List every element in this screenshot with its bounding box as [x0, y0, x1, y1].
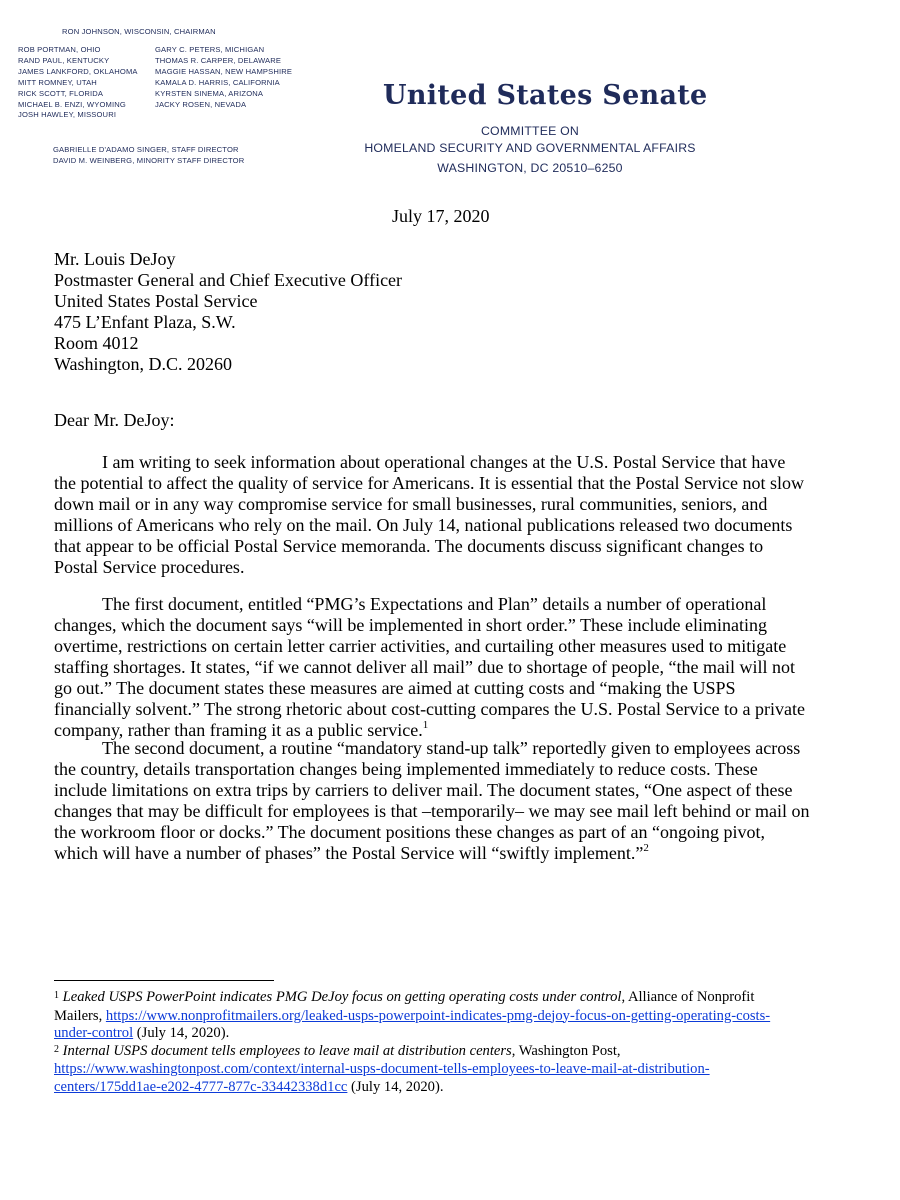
- text-line: that appear to be official Postal Service memoranda. The documents discuss significant changes to: [54, 536, 764, 556]
- member-name: MICHAEL B. ENZI, WYOMING: [18, 99, 126, 109]
- paragraph-1: [54, 452, 854, 578]
- address-line: 475 L’Enfant Plaza, S.W.: [54, 312, 236, 332]
- footnote-title: Leaked USPS PowerPoint indicates PMG DeJoy focus on getting operating costs under control: [62, 989, 622, 1005]
- senate-title: United States Senate: [383, 80, 708, 111]
- footnote-2: [54, 1043, 854, 1062]
- committee-address: WASHINGTON, DC 20510–6250: [437, 161, 623, 175]
- member-name: MITT ROMNEY, UTAH: [18, 77, 97, 87]
- text-line: [54, 843, 854, 864]
- footnote-number: 1: [54, 990, 59, 1001]
- footnote-link[interactable]: under-control: [54, 1025, 134, 1042]
- member-name: THOMAS R. CARPER, DELAWARE: [155, 55, 282, 65]
- footnote-1-cont2: [54, 1025, 854, 1043]
- footnote-ref-1[interactable]: 1: [422, 719, 429, 731]
- committee-block: [330, 123, 730, 177]
- footnote-date: (July 14, 2020).: [347, 1078, 444, 1095]
- text-line: The first document, entitled “PMG’s Expectations and Plan” details a number of operational: [102, 594, 767, 614]
- member-name: JACKY ROSEN, NEVADA: [155, 99, 247, 109]
- member-name: JAMES LANKFORD, OKLAHOMA: [18, 66, 138, 76]
- member-name: KAMALA D. HARRIS, CALIFORNIA: [155, 77, 280, 87]
- text-line: millions of Americans who rely on the mail. On July 14, national publications released two documents: [54, 515, 793, 535]
- member-name: JOSH HAWLEY, MISSOURI: [18, 110, 117, 120]
- footnote-source-cont: Mailers,: [54, 1007, 106, 1024]
- footnote-2-cont: [54, 1061, 854, 1079]
- footnote-number: 2: [54, 1043, 59, 1055]
- text-line: staffing shortages. It states, “if we cannot deliver all mail” due to shortage of people, “the mail will not: [54, 657, 795, 677]
- footnote-link[interactable]: centers/175dd1ae-e202-4777-877c-33442338d1cc: [54, 1078, 348, 1095]
- footnote-ref-2[interactable]: 2: [643, 842, 649, 854]
- staff-directors: [53, 145, 244, 167]
- text-line: the potential to affect the quality of service for Americans. It is essential that the Postal Service not slow: [54, 473, 804, 493]
- text-line: the workroom floor or docks.” The document positions these changes as part of an “ongoing pivot,: [54, 822, 766, 842]
- address-line: United States Postal Service: [54, 291, 258, 311]
- letter-date: July 17, 2020: [392, 206, 490, 226]
- text-line: Postal Service procedures.: [54, 557, 245, 577]
- majority-members-list: [18, 45, 138, 121]
- staff-director: GABRIELLE D'ADAMO SINGER, STAFF DIRECTOR: [53, 145, 239, 154]
- committee-name: HOMELAND SECURITY AND GOVERNMENTAL AFFAIRS: [364, 140, 696, 155]
- member-name: KYRSTEN SINEMA, ARIZONA: [155, 88, 264, 98]
- footnote-1-cont: [54, 1008, 854, 1026]
- footnotes: [54, 989, 854, 1097]
- text-line: changes, which the document says “will be implemented in short order.” These include eliminating: [54, 615, 767, 635]
- text-line: financially solvent.” The strong rhetoric about cost-cutting compares the U.S. Postal Service to a private: [54, 699, 805, 719]
- text-line: overtime, restrictions on certain letter carrier activities, and curtailing other measures used to mitigate: [54, 636, 787, 656]
- footnote-1: [54, 989, 854, 1008]
- minority-members-list: [155, 45, 292, 110]
- footnote-divider: [54, 980, 274, 981]
- footnote-2-cont2: [54, 1079, 854, 1097]
- chairman-line: RON JOHNSON, WISCONSIN, CHAIRMAN: [62, 27, 216, 36]
- text-line: the country, details transportation changes being implemented immediately to reduce costs. These: [54, 759, 758, 779]
- text-line: I am writing to seek information about operational changes at the U.S. Postal Service that have: [102, 452, 786, 472]
- address-line: Mr. Louis DeJoy: [54, 249, 176, 269]
- minority-staff-director: DAVID M. WEINBERG, MINORITY STAFF DIRECTOR: [53, 155, 245, 165]
- member-name: MAGGIE HASSAN, NEW HAMPSHIRE: [155, 66, 293, 76]
- footnote-source: , Washington Post,: [511, 1042, 621, 1059]
- address-line: Postmaster General and Chief Executive Officer: [54, 270, 403, 290]
- text-line: include limitations on extra trips by carriers to deliver mail. The document states, “One aspect of these: [54, 780, 793, 800]
- text-line: The second document, a routine “mandatory stand-up talk” reportedly given to employees across: [102, 738, 801, 758]
- footnote-date: (July 14, 2020).: [133, 1025, 230, 1042]
- committee-line: COMMITTEE ON: [480, 124, 580, 138]
- recipient-address: [54, 249, 402, 375]
- text-line-content: company, rather than framing it as a public service.: [54, 720, 423, 740]
- text-line: changes that may be difficult for employees is that –temporarily– we may see mail left behind or mail on: [54, 801, 810, 821]
- footnote-title: Internal USPS document tells employees to leave mail at distribution centers: [62, 1042, 512, 1059]
- text-line-content: which will have a number of phases” the Postal Service will “swiftly implement.”: [54, 843, 644, 863]
- footnote-link[interactable]: https://www.washingtonpost.com/context/internal-usps-document-tells-employees-to-leave-mail-at-distribution-: [54, 1061, 710, 1078]
- text-line: down mail or in any way compromise service for small businesses, rural communities, seniors, and: [54, 494, 768, 514]
- member-name: GARY C. PETERS, MICHIGAN: [155, 45, 265, 54]
- footnote-source: , Alliance of Nonprofit: [621, 989, 755, 1005]
- member-name: RICK SCOTT, FLORIDA: [18, 88, 104, 98]
- paragraph-3: [54, 738, 854, 864]
- text-line: go out.” The document states these measures are aimed at cutting costs and “making the USPS: [54, 678, 736, 698]
- member-name: ROB PORTMAN, OHIO: [18, 45, 101, 54]
- member-name: RAND PAUL, KENTUCKY: [18, 55, 110, 65]
- footnote-link[interactable]: https://www.nonprofitmailers.org/leaked-usps-powerpoint-indicates-pmg-dejoy-focus-on-getting-operating-costs-: [105, 1007, 771, 1024]
- paragraph-2: [54, 594, 854, 741]
- salutation: Dear Mr. DeJoy:: [54, 410, 175, 430]
- address-line: Washington, D.C. 20260: [54, 354, 233, 374]
- address-line: Room 4012: [54, 333, 139, 353]
